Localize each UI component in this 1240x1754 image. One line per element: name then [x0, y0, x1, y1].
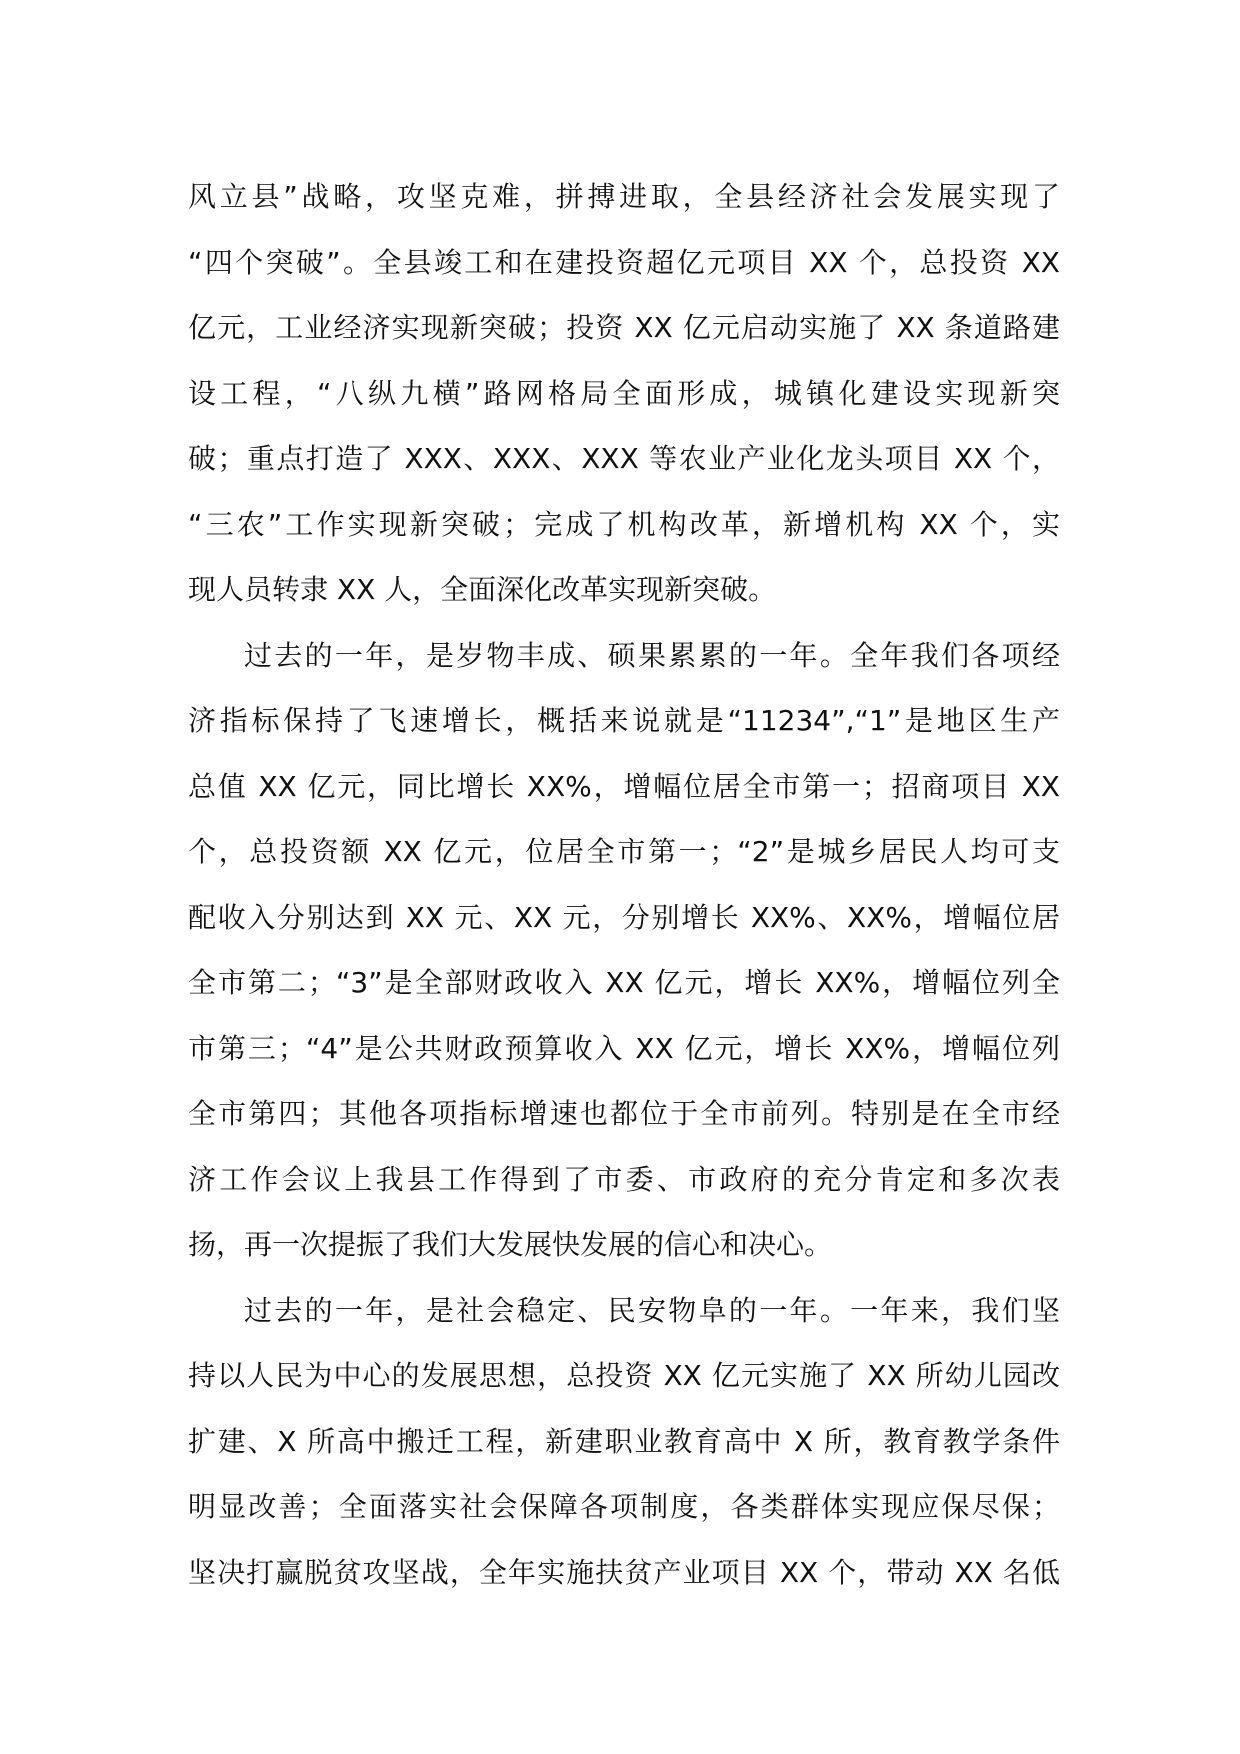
text-line: “四个突破”。全县竣工和在建投资超亿元项目 XX 个，总投资 XX: [188, 245, 1060, 279]
text-line: 过去的一年，是岁物丰成、硕果累累的一年。全年我们各项经: [244, 638, 1060, 672]
text-line: 济工作会议上我县工作得到了市委、市政府的充分肯定和多次表: [188, 1162, 1060, 1196]
text-line: 持以人民为中心的发展思想，总投资 XX 亿元实施了 XX 所幼儿园改: [188, 1359, 1060, 1392]
text-line: 扩建、X 所高中搬迁工程，新建职业教育高中 X 所，教育教学条件: [188, 1424, 1060, 1458]
document-body: [188, 164, 1060, 1605]
text-line: 破；重点打造了 XXX、XXX、XXX 等农业产业化龙头项目 XX 个，: [188, 442, 1060, 475]
paragraph-3: [188, 1278, 1060, 1606]
text-line: 全市第二；“3”是全部财政收入 XX 亿元，增长 XX%，增幅位列全: [188, 966, 1060, 999]
text-line: 亿元，工业经济实现新突破；投资 XX 亿元启动实施了 XX 条道路建: [188, 311, 1060, 344]
text-line: 扬，再一次提振了我们大发展快发展的信心和决心。: [188, 1228, 833, 1261]
text-line: 过去的一年，是社会稳定、民安物阜的一年。一年来，我们坚: [244, 1293, 1060, 1327]
text-line: 现人员转隶 XX 人，全面深化改革实现新突破。: [188, 573, 777, 606]
text-line: 全市第四；其他各项指标增速也都位于全市前列。特别是在全市经: [188, 1097, 1060, 1130]
text-line: 个，总投资额 XX 亿元，位居全市第一；“2”是城乡居民人均可支: [188, 835, 1060, 868]
text-line: 设工程，“八纵九横”路网格局全面形成，城镇化建设实现新突: [188, 376, 1060, 410]
paragraph-1: [188, 164, 1060, 623]
text-line: 济指标保持了飞速增长，概括来说就是“11234”,“1”是地区生产: [188, 704, 1060, 737]
text-line: 总值 XX 亿元，同比增长 XX%，增幅位居全市第一；招商项目 XX: [188, 769, 1060, 803]
paragraph-2: [188, 623, 1060, 1278]
text-line: 配收入分别达到 XX 元、XX 元，分别增长 XX%、XX%，增幅位居: [188, 900, 1060, 934]
text-line: 明显改善；全面落实社会保障各项制度，各类群体实现应保尽保；: [188, 1490, 1060, 1523]
text-line: 坚决打赢脱贫攻坚战，全年实施扶贫产业项目 XX 个，带动 XX 名低: [188, 1555, 1060, 1589]
text-line: 风立县”战略，攻坚克难，拼搏进取，全县经济社会发展实现了: [188, 180, 1060, 213]
text-line: “三农”工作实现新突破；完成了机构改革，新增机构 XX 个，实: [188, 507, 1060, 541]
text-line: 市第三；“4”是公共财政预算收入 XX 亿元，增长 XX%，增幅位列: [188, 1031, 1060, 1065]
